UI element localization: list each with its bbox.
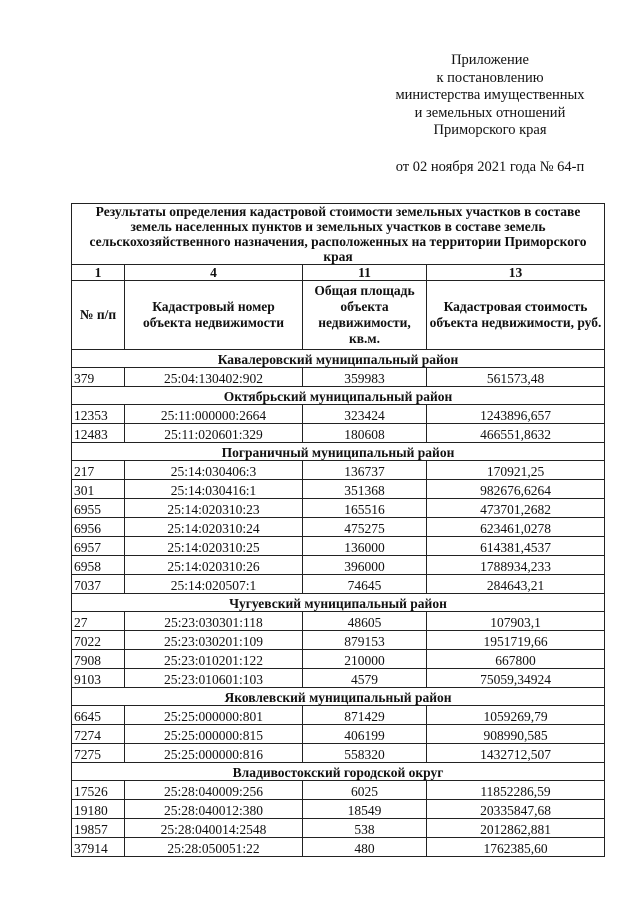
cadastral-number: 25:14:020507:1 — [125, 575, 303, 594]
cadastral-number: 25:28:040014:2548 — [125, 819, 303, 838]
table-row — [72, 575, 605, 594]
row-number: 7275 — [72, 744, 125, 763]
cadastral-value: 1788934,233 — [427, 556, 605, 575]
table-row — [72, 480, 605, 499]
row-number: 379 — [72, 368, 125, 387]
cadastral-number: 25:23:030201:109 — [125, 631, 303, 650]
column-number: 13 — [427, 265, 605, 281]
table-row — [72, 424, 605, 443]
cadastral-number: 25:23:030301:118 — [125, 612, 303, 631]
row-number: 7908 — [72, 650, 125, 669]
row-number: 6958 — [72, 556, 125, 575]
table-row — [72, 368, 605, 387]
column-number: 4 — [125, 265, 303, 281]
table-row — [72, 556, 605, 575]
table-row — [72, 781, 605, 800]
row-number: 301 — [72, 480, 125, 499]
area-value: 6025 — [303, 781, 427, 800]
table-row — [72, 725, 605, 744]
cadastral-value: 170921,25 — [427, 461, 605, 480]
cadastral-value: 561573,48 — [427, 368, 605, 387]
cadastral-number: 25:04:130402:902 — [125, 368, 303, 387]
area-value: 74645 — [303, 575, 427, 594]
cadastral-number: 25:25:000000:801 — [125, 706, 303, 725]
table-row — [72, 800, 605, 819]
cadastral-value: 75059,34924 — [427, 669, 605, 688]
row-number: 6956 — [72, 518, 125, 537]
area-value: 351368 — [303, 480, 427, 499]
column-number: 11 — [303, 265, 427, 281]
row-number: 217 — [72, 461, 125, 480]
area-value: 480 — [303, 838, 427, 857]
column-header: Общая площадь объекта недвижимости, кв.м. — [303, 281, 427, 350]
district-name: Чугуевский муниципальный район — [72, 594, 605, 612]
district-name: Владивостокский городской округ — [72, 763, 605, 781]
area-value: 475275 — [303, 518, 427, 537]
area-value: 18549 — [303, 800, 427, 819]
area-value: 406199 — [303, 725, 427, 744]
table-row — [72, 650, 605, 669]
header-line: к постановлению — [436, 69, 544, 86]
cadastral-value: 473701,2682 — [427, 499, 605, 518]
area-value: 323424 — [303, 405, 427, 424]
table-row — [72, 405, 605, 424]
table-title: Результаты определения кадастровой стоимости земельных участков в составе земель населенных пунктов и земельных участков в составе земель сельскохозяйственного назначения, расположенных на территории Приморского края — [72, 204, 605, 265]
cadastral-value: 908990,585 — [427, 725, 605, 744]
area-value: 4579 — [303, 669, 427, 688]
cadastral-number: 25:25:000000:815 — [125, 725, 303, 744]
row-number: 12353 — [72, 405, 125, 424]
district-row — [72, 443, 605, 461]
cadastral-value: 1059269,79 — [427, 706, 605, 725]
area-value: 396000 — [303, 556, 427, 575]
table-title-row — [72, 204, 605, 265]
cadastral-number: 25:11:000000:2664 — [125, 405, 303, 424]
row-number: 9103 — [72, 669, 125, 688]
header-line: Приложение — [451, 52, 529, 68]
area-value: 538 — [303, 819, 427, 838]
table-row — [72, 499, 605, 518]
cadastral-value: 107903,1 — [427, 612, 605, 631]
area-value: 558320 — [303, 744, 427, 763]
table-row — [72, 838, 605, 857]
table-row — [72, 819, 605, 838]
cadastral-number: 25:14:030406:3 — [125, 461, 303, 480]
row-number: 6957 — [72, 537, 125, 556]
area-value: 136737 — [303, 461, 427, 480]
cadastral-number: 25:28:040012:380 — [125, 800, 303, 819]
cadastral-number: 25:28:040009:256 — [125, 781, 303, 800]
cadastral-number: 25:14:020310:23 — [125, 499, 303, 518]
row-number: 37914 — [72, 838, 125, 857]
cadastral-value: 623461,0278 — [427, 518, 605, 537]
area-value: 165516 — [303, 499, 427, 518]
area-value: 879153 — [303, 631, 427, 650]
column-header: Кадастровая стоимость объекта недвижимости, руб. — [427, 281, 605, 350]
row-number: 19857 — [72, 819, 125, 838]
cadastral-number: 25:23:010201:122 — [125, 650, 303, 669]
table-row — [72, 537, 605, 556]
cadastral-number: 25:14:020310:25 — [125, 537, 303, 556]
table-row — [72, 706, 605, 725]
district-name: Октябрьский муниципальный район — [72, 387, 605, 405]
area-value: 180608 — [303, 424, 427, 443]
header-line: и земельных отношений — [414, 104, 566, 121]
district-row — [72, 594, 605, 612]
cadastral-value: 11852286,59 — [427, 781, 605, 800]
row-number: 7274 — [72, 725, 125, 744]
area-value: 871429 — [303, 706, 427, 725]
area-value: 48605 — [303, 612, 427, 631]
table-row — [72, 612, 605, 631]
cadastral-value: 284643,21 — [427, 575, 605, 594]
cadastral-number: 25:28:050051:22 — [125, 838, 303, 857]
area-value: 210000 — [303, 650, 427, 669]
cadastral-number: 25:11:020601:329 — [125, 424, 303, 443]
cadastral-value: 667800 — [427, 650, 605, 669]
cadastral-value: 614381,4537 — [427, 537, 605, 556]
column-header: № п/п — [72, 281, 125, 350]
cadastral-number: 25:14:020310:26 — [125, 556, 303, 575]
column-numbers-row — [72, 265, 605, 281]
cadastral-value: 1762385,60 — [427, 838, 605, 857]
row-number: 6955 — [72, 499, 125, 518]
district-row — [72, 688, 605, 706]
column-header: Кадастровый номер объекта недвижимости — [125, 281, 303, 350]
table-row — [72, 631, 605, 650]
district-row — [72, 350, 605, 368]
district-row — [72, 763, 605, 781]
row-number: 19180 — [72, 800, 125, 819]
header-line: Приморского края — [433, 122, 547, 138]
column-headers-row — [72, 281, 605, 350]
header-line: министерства имущественных — [395, 87, 585, 103]
table-row — [72, 669, 605, 688]
row-number: 27 — [72, 612, 125, 631]
district-name: Кавалеровский муниципальный район — [72, 350, 605, 368]
cadastral-number: 25:14:030416:1 — [125, 480, 303, 499]
row-number: 17526 — [72, 781, 125, 800]
table-row — [72, 461, 605, 480]
column-number: 1 — [72, 265, 125, 281]
table-row — [72, 518, 605, 537]
cadastral-value-table — [71, 203, 605, 857]
district-name: Яковлевский муниципальный район — [72, 688, 605, 706]
area-value: 136000 — [303, 537, 427, 556]
district-name: Пограничный муниципальный район — [72, 443, 605, 461]
row-number: 6645 — [72, 706, 125, 725]
cadastral-value: 982676,6264 — [427, 480, 605, 499]
cadastral-number: 25:25:000000:816 — [125, 744, 303, 763]
table-row — [72, 744, 605, 763]
district-row — [72, 387, 605, 405]
cadastral-value: 1243896,657 — [427, 405, 605, 424]
appendix-header — [370, 52, 610, 176]
cadastral-value: 20335847,68 — [427, 800, 605, 819]
decree-date: от 02 ноября 2021 года № 64-п — [395, 158, 585, 175]
area-value: 359983 — [303, 368, 427, 387]
cadastral-number: 25:23:010601:103 — [125, 669, 303, 688]
row-number: 7037 — [72, 575, 125, 594]
cadastral-number: 25:14:020310:24 — [125, 518, 303, 537]
row-number: 7022 — [72, 631, 125, 650]
cadastral-value: 1432712,507 — [427, 744, 605, 763]
cadastral-value: 466551,8632 — [427, 424, 605, 443]
cadastral-value: 1951719,66 — [427, 631, 605, 650]
row-number: 12483 — [72, 424, 125, 443]
cadastral-value: 2012862,881 — [427, 819, 605, 838]
